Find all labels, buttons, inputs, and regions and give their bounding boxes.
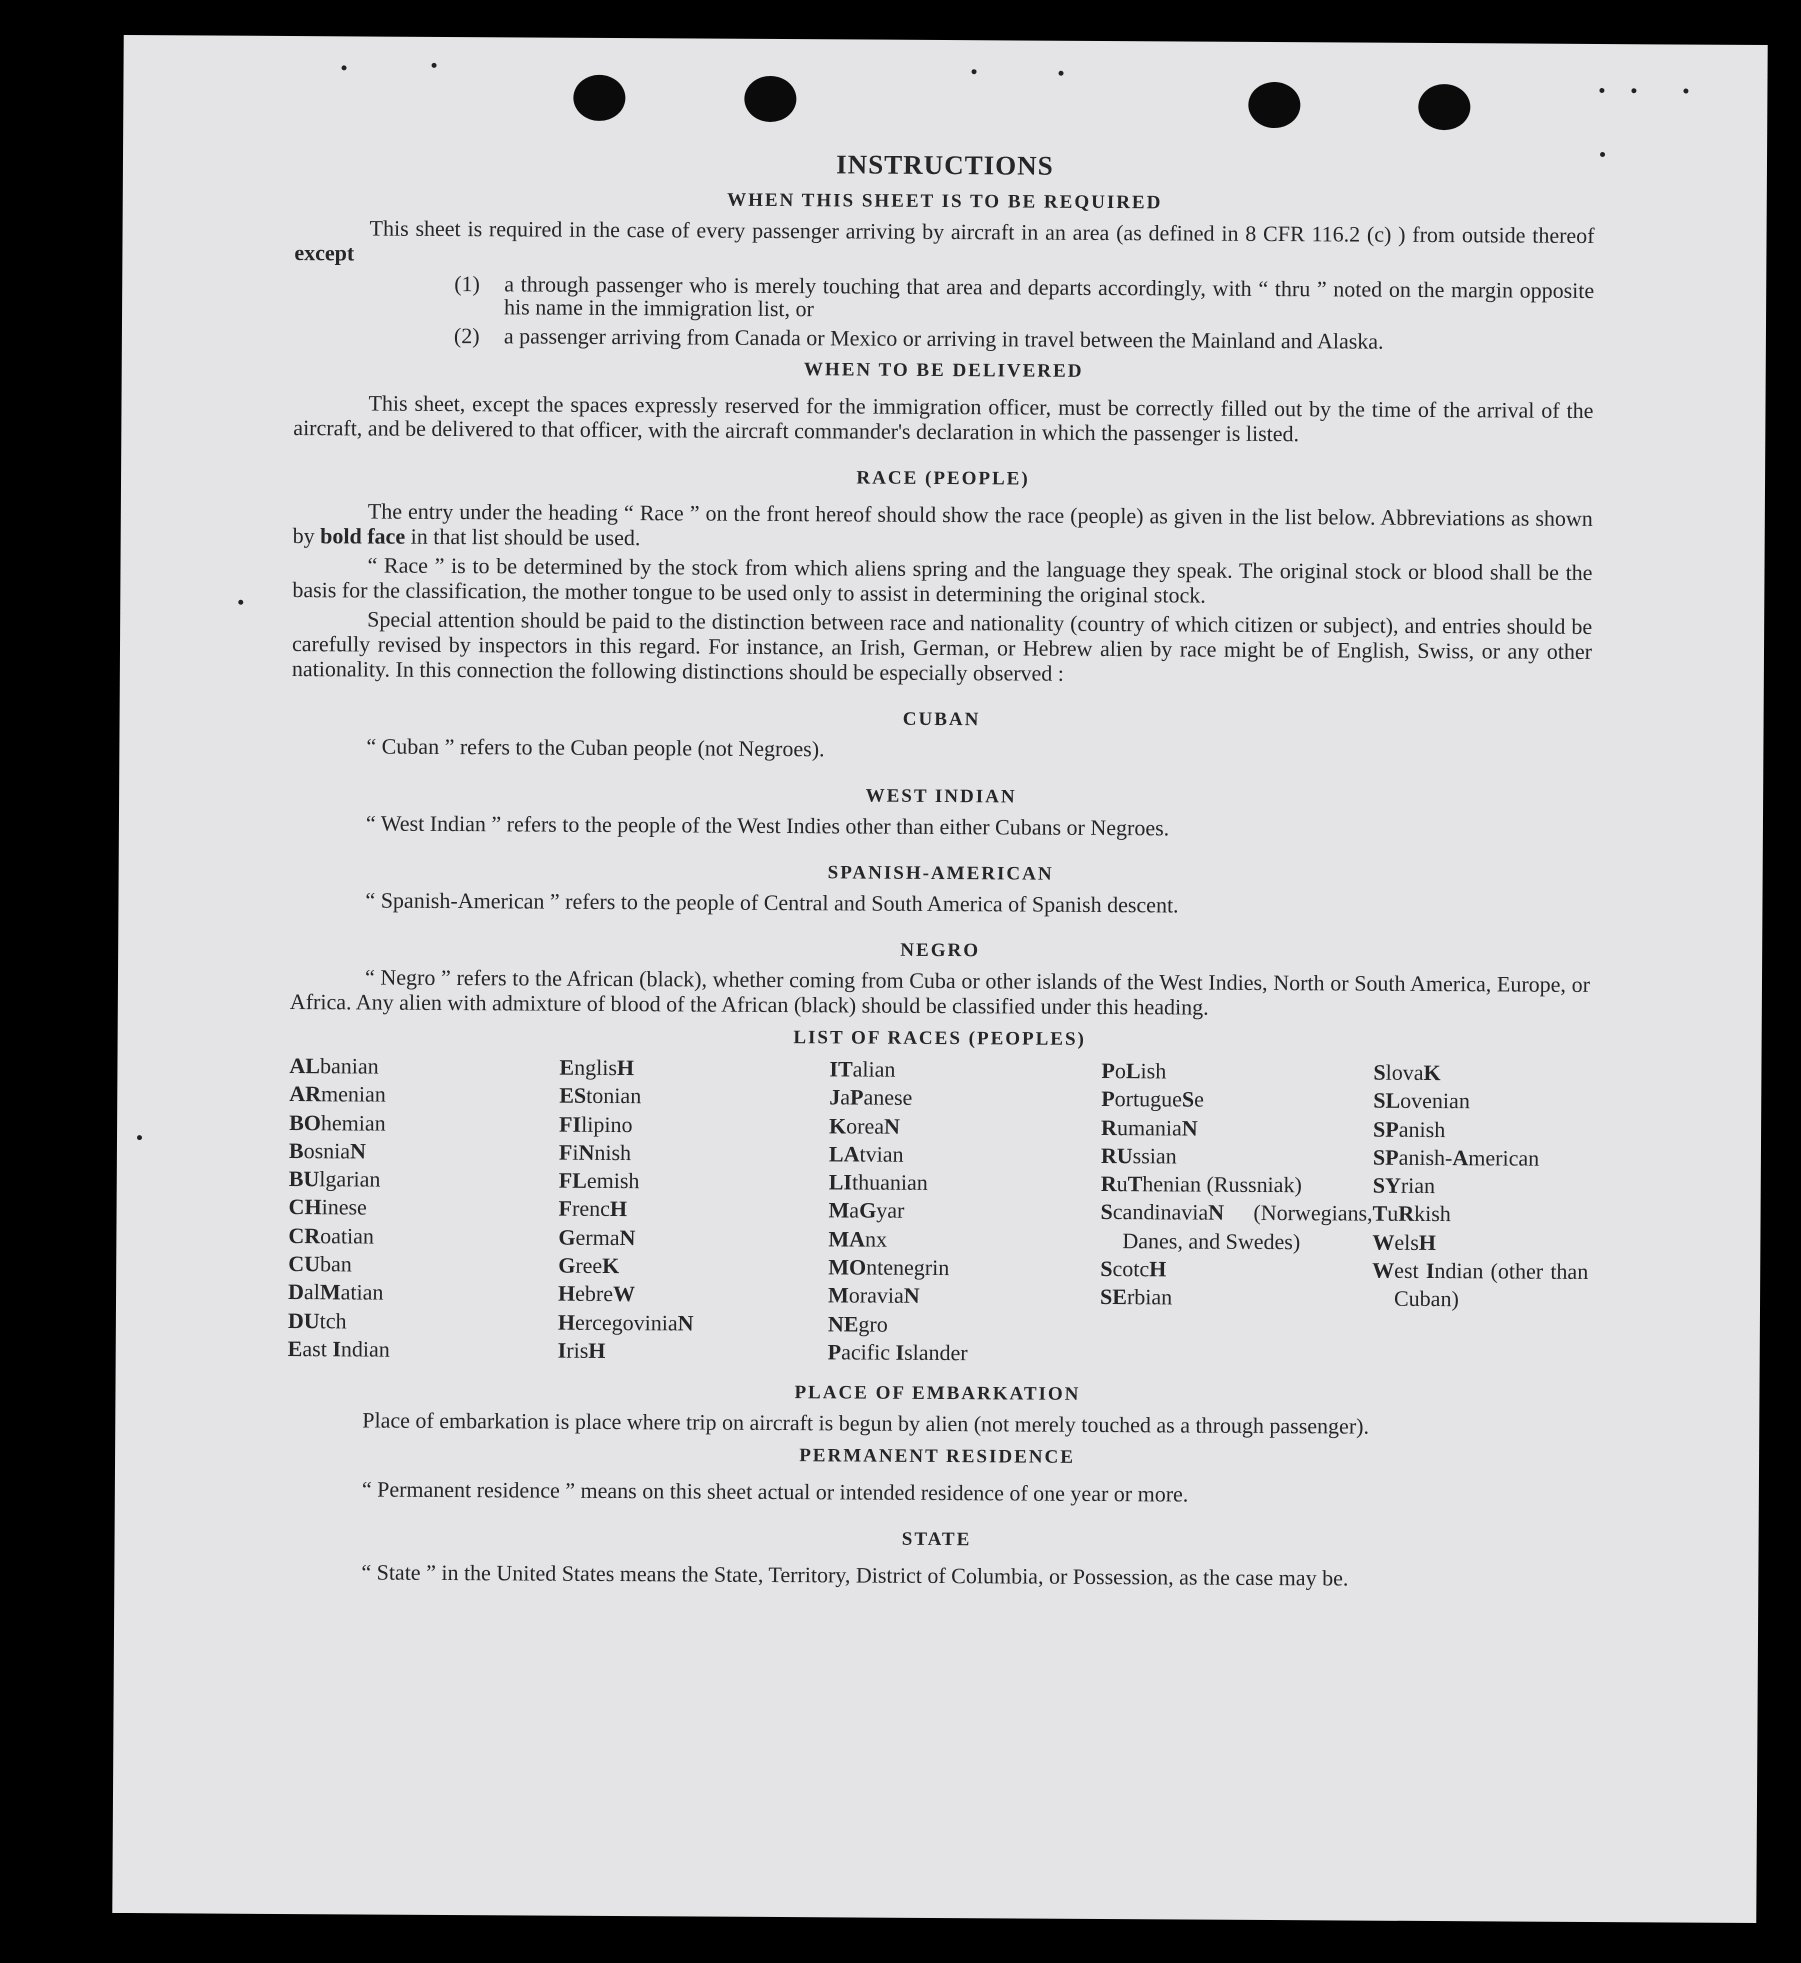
race-item: JaPanese (829, 1084, 913, 1111)
race-item: FiNnish (558, 1139, 632, 1166)
race-paragraph-3: Special attention should be paid to the distinction between race and nationality (country of which citizen or subject), and entries should be carefully revised by inspectors in this regard. For instance, an Irish, German, or Hebrew alien by race might be of English, Swiss, or any other nationality. In this connection the following distinctions should be especially observed : (291, 606, 1593, 686)
races-column-1 (288, 1052, 560, 1365)
race-item: CRoatian (288, 1222, 375, 1249)
race-item: SPanish (1373, 1116, 1446, 1142)
race-item: IrisH (557, 1337, 606, 1363)
residence-text: “ Permanent residence ” means on this sheet actual or intended residence of one year or more. (361, 1476, 1189, 1507)
exception-item: (1) a through passenger who is merely touching that area and departs accordingly, with “ thru ” noted on the margin opposite his name in the immigration list, or (454, 271, 1595, 322)
race-item: WelsH (1372, 1229, 1437, 1255)
race-item: FrencH (558, 1196, 628, 1222)
race-item: BUlgarian (288, 1166, 381, 1192)
speck (137, 1135, 142, 1140)
race-item: HercegoviniaN (557, 1309, 694, 1336)
document-sheet (112, 35, 1767, 1923)
embarkation-text: Place of embarkation is place where trip on aircraft is begun by alien (not merely touched as a through passenger). (362, 1407, 1370, 1439)
cuban-text: “ Cuban ” refers to the Cuban people (not Negroes). (366, 733, 825, 762)
heading-delivered: WHEN TO BE DELIVERED (803, 359, 1084, 382)
race-item: SlovaK (1373, 1059, 1441, 1086)
races-column-5 (1372, 1059, 1590, 1372)
race-paragraph-2: “ Race ” is to be determined by the stock from which aliens spring and the language they speak. The original stock or blood shall be the basis for the classification, the mother tongue to be used only to assist in determining the original stock. (292, 552, 1593, 608)
punch-hole (744, 76, 796, 122)
speck (1631, 88, 1636, 93)
race-item: BOhemian (289, 1109, 386, 1136)
heading-race: RACE (PEOPLE) (856, 467, 1030, 490)
race-item: SErbian (1099, 1284, 1173, 1310)
speck (1683, 89, 1688, 94)
race-item: DUtch (287, 1307, 347, 1334)
race-item: CUban (288, 1251, 352, 1277)
heading-list-of-races: LIST OF RACES (PEOPLES) (793, 1027, 1086, 1050)
speck (432, 63, 437, 68)
spanish-american-text: “ Spanish-American ” refers to the people of Central and South America of Spanish descent. (365, 887, 1179, 918)
race-item: RUssian (1100, 1142, 1177, 1169)
exception-item: (2) a passenger arriving from Canada or Mexico or arriving in travel between the Mainland and Alaska. (453, 323, 1384, 354)
heading-embarkation: PLACE OF EMBARKATION (794, 1382, 1081, 1406)
races-column-3 (828, 1055, 1102, 1368)
race-item: ARmenian (289, 1081, 386, 1107)
race-item: MAnx (828, 1226, 888, 1252)
required-intro: This sheet is required in the case of every passenger arriving by aircraft in an area (as defined in 8 CFR 116.2 (c) ) from outside thereof except (294, 215, 1595, 266)
negro-text: “ Negro ” refers to the African (black), whether coming from Cuba or other islands of the West Indies, North or South America, Europe, or Africa. Any alien with admixture of blood of the African (black) should be classified under this heading. (289, 964, 1591, 1020)
race-item: PortugueSe (1101, 1086, 1205, 1112)
heading-residence: PERMANENT RESIDENCE (799, 1445, 1076, 1469)
race-item: ScandinaviaN (Norwegians, Danes, and Swedes) (1100, 1199, 1373, 1254)
race-item: West Indian (other than Cuban) (1372, 1257, 1589, 1312)
race-item: RuThenian (Russniak) (1100, 1171, 1302, 1198)
speck (342, 65, 347, 70)
heading-required: WHEN THIS SHEET IS TO BE REQUIRED (727, 189, 1163, 214)
race-item: SLovenian (1373, 1087, 1470, 1114)
heading-state: STATE (901, 1529, 972, 1551)
race-item: HebreW (557, 1281, 636, 1307)
race-item: GreeK (558, 1252, 620, 1279)
race-paragraph-1: The entry under the heading “ Race ” on the front hereof should show the race (people) as given in the list below. Abbreviations as shown by bold face in that list should be used. (292, 498, 1593, 551)
race-item: RumaniaN (1101, 1114, 1198, 1141)
race-item: EStonian (559, 1082, 642, 1109)
speck (972, 69, 977, 74)
punch-hole (1248, 82, 1300, 128)
race-item: EnglisH (559, 1054, 635, 1081)
delivered-text: This sheet, except the spaces expressly reserved for the immigration officer, must be correctly filled out by the time of the arrival of the aircraft, and be delivered to that officer, with the aircraft commander's declaration in which the passenger is listed. (293, 390, 1594, 447)
race-item: GermaN (558, 1224, 636, 1250)
speck (1599, 88, 1604, 93)
race-item: Pacific Islander (827, 1339, 968, 1366)
races-column-4 (1100, 1057, 1374, 1370)
state-text: “ State ” in the United States means the State, Territory, District of Columbia, or Possession, as the case may be. (361, 1559, 1349, 1591)
races-column-2 (558, 1054, 830, 1367)
heading-spanish-american: SPANISH-AMERICAN (827, 862, 1054, 885)
instructions-content (286, 146, 1595, 1592)
race-item: FIlipino (559, 1111, 633, 1137)
race-item: BosniaN (288, 1137, 367, 1164)
race-item: KoreaN (829, 1112, 901, 1139)
punch-hole (1418, 84, 1470, 130)
race-item: ScotcH (1100, 1256, 1167, 1282)
race-item: ITalian (829, 1056, 896, 1082)
races-list (288, 1052, 1590, 1371)
race-item: East Indian (287, 1335, 390, 1362)
race-item: MoraviaN (827, 1282, 920, 1309)
punch-hole (573, 75, 625, 121)
speck (238, 600, 243, 605)
heading-negro: NEGRO (900, 939, 981, 962)
race-item: SPanish-American (1372, 1144, 1540, 1171)
speck (1600, 152, 1605, 157)
race-item: LIthuanian (828, 1169, 928, 1196)
race-item: ALbanian (289, 1053, 379, 1079)
race-item: MOntenegrin (828, 1254, 950, 1281)
speck (1059, 71, 1064, 76)
race-item: MaGyar (828, 1197, 905, 1224)
race-item: CHinese (288, 1194, 367, 1220)
race-item: FLemish (558, 1167, 640, 1194)
heading-west-indian: WEST INDIAN (865, 785, 1017, 808)
race-item: TuRkish (1372, 1201, 1451, 1227)
race-item: SYrian (1372, 1172, 1436, 1199)
race-item: LAtvian (828, 1141, 904, 1167)
heading-cuban: CUBAN (902, 708, 981, 731)
race-item: NEgro (827, 1310, 888, 1337)
race-item: PoLish (1101, 1057, 1167, 1084)
west-indian-text: “ West Indian ” refers to the people of the West Indies other than either Cubans or Negroes. (365, 810, 1170, 841)
race-item: DalMatian (288, 1279, 384, 1305)
page-title: INSTRUCTIONS (836, 149, 1054, 181)
